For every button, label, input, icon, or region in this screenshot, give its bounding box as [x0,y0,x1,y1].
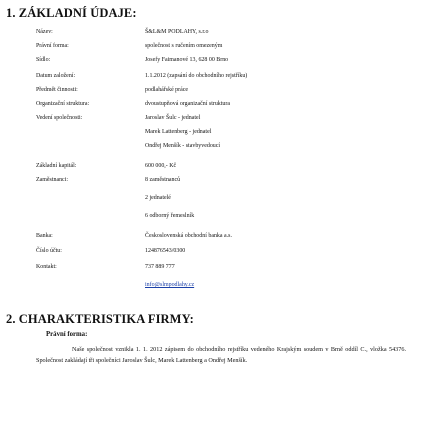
bank-value: Československá obchodní banka a.s. [145,232,232,239]
contact-label: Kontakt: [36,263,57,270]
employees-label: Zaměstnanci: [36,176,69,183]
business-value: podlahářské práce [145,86,189,93]
management-item: Ondřej Menšík - stavbyvedoucí [145,142,221,149]
structure-label: Organizační struktura: [36,100,90,107]
capital-value: 600 000,- Kč [145,162,177,169]
bank-label: Banka: [36,232,53,239]
employees-item: 8 zaměstnanců [145,176,181,183]
legal-form-subheading: Právní forma: [46,331,88,338]
business-label: Předmět činnosti: [36,86,78,93]
account-value: 124876543/0300 [145,247,186,254]
capital-label: Základní kapitál: [36,162,77,169]
founded-value: 1.1.2012 (zapsání do obchodního rejstříku) [145,72,248,79]
employees-item: 6 odborný řemeslník [145,212,195,219]
legal-form-value: společnost s ručením omezeným [145,42,223,49]
seat-label: Sídlo: [36,56,51,63]
name-value: Š&L&M PODLAHY, s.r.o [145,28,209,35]
founded-label: Datum založení: [36,72,76,79]
management-item: Marek Lattenberg - jednatel [145,128,212,135]
management-item: Jaroslav Šulc - jednatel [145,114,201,121]
name-label: Název: [36,28,53,35]
structure-value: dvoustupňová organizační struktura [145,100,231,107]
employees-item: 2 jednatelé [145,194,171,201]
email-link[interactable]: info@slmpodlahy.cz [145,281,195,288]
section-title-basic-info: 1. ZÁKLADNÍ ÚDAJE: [6,6,137,20]
phone-value: 737 889 777 [145,263,175,270]
seat-value: Josefy Faimanové 13, 628 00 Brno [145,56,229,63]
legal-form-label: Právní forma: [36,42,69,49]
account-label: Číslo účtu: [36,247,62,254]
company-paragraph: Naše společnost vznikla 1. 1. 2012 zápisem do obchodního rejstříku vedeného Krajským soudem v Brně oddíl C., vložka 54376. Společnost zakládají tři společníci Jaroslav Šulc, Marek Lattenberg a Ondřej Menšík. [36,346,406,364]
management-label: Vedení společnosti: [36,114,83,121]
section-title-company-profile: 2. CHARAKTERISTIKA FIRMY: [6,312,194,326]
